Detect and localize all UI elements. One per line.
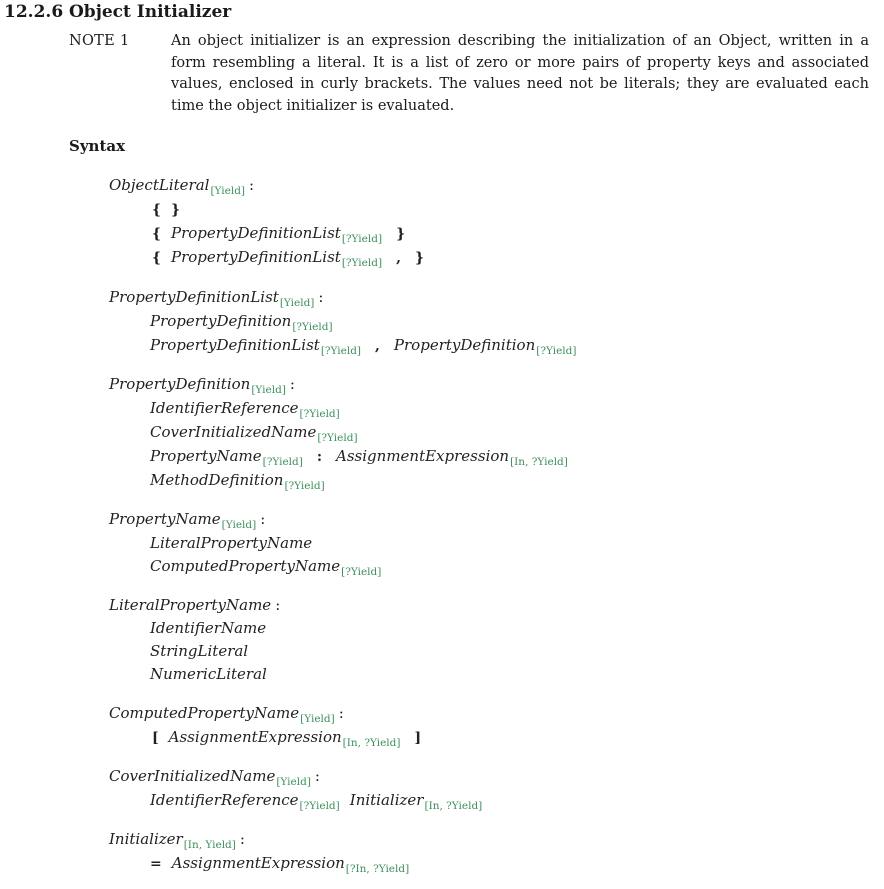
token-lbrace: { (152, 202, 162, 218)
token-rbrace: } (414, 250, 424, 266)
grammar-parameter: [Yield] (221, 519, 257, 531)
nonterminal: CoverInitializedName (109, 767, 276, 785)
nonterminal: Initializer (349, 791, 424, 809)
nonterminal: AssignmentExpression (336, 447, 510, 465)
production-colon: : (249, 176, 255, 194)
production-lhs-property-definition-list (109, 288, 324, 309)
production-colon: : (275, 596, 281, 614)
section-number: 12.2.6 (4, 2, 64, 22)
production-lhs-initializer (109, 830, 245, 851)
note-text: An object initializer is an expression describing the initialization of an Object, written in a form resembling a literal. It is a list of zero or more pairs of property keys and associated values, enclosed in curly brackets. The values need not be literals; they are evaluated each time the object initializer is evaluated. (171, 33, 869, 114)
nonterminal: AssignmentExpression (168, 728, 342, 746)
production-colon: : (314, 767, 320, 785)
grammar-parameter: [?Yield] (262, 456, 303, 468)
grammar-parameter: [Yield] (279, 297, 315, 309)
token-rbrace: } (396, 226, 406, 242)
grammar-parameter: [In, Yield] (183, 839, 236, 851)
nonterminal: IdentifierName (150, 619, 267, 637)
production-lhs-object-literal (109, 176, 255, 197)
nonterminal: MethodDefinition (150, 471, 284, 489)
production-lhs-computed-property-name (109, 704, 344, 725)
note-label: NOTE 1 (69, 33, 130, 49)
grammar-parameter: [?In, ?Yield] (345, 863, 410, 875)
nonterminal: ComputedPropertyName (150, 557, 341, 575)
grammar-parameter: [Yield] (300, 713, 335, 725)
nonterminal: LiteralPropertyName (109, 596, 272, 614)
nonterminal: ComputedPropertyName (109, 704, 300, 722)
production-rhs (150, 534, 312, 552)
production-lhs-cover-initialized-name (109, 767, 320, 788)
production-rhs (150, 619, 266, 637)
nonterminal: PropertyName (150, 447, 262, 465)
grammar-parameter: [?Yield] (341, 257, 383, 269)
nonterminal: LiteralPropertyName (150, 534, 313, 552)
token-rbrace: } (171, 202, 181, 218)
production-rhs (152, 200, 180, 218)
grammar-parameter: [?Yield] (341, 233, 383, 245)
production-rhs (152, 728, 422, 749)
production-colon: : (239, 830, 245, 848)
nonterminal: Initializer (109, 830, 183, 848)
production-lhs-property-name (109, 510, 266, 531)
production-rhs (150, 471, 325, 492)
production-rhs (150, 854, 410, 875)
grammar-parameter: [?Yield] (284, 480, 325, 492)
nonterminal: PropertyDefinitionList (171, 248, 341, 266)
token-lbrace: { (152, 226, 162, 242)
production-rhs (150, 557, 382, 578)
production-colon: : (260, 510, 266, 528)
production-colon: : (338, 704, 344, 722)
production-rhs (150, 399, 340, 420)
grammar-parameter: [?Yield] (536, 345, 577, 357)
grammar-parameter: [Yield] (210, 185, 246, 197)
nonterminal: CoverInitializedName (150, 423, 317, 441)
grammar-parameter: [?Yield] (320, 345, 362, 357)
token-lbracket: [ (152, 730, 159, 746)
grammar-parameter: [In, ?Yield] (424, 800, 483, 812)
nonterminal: PropertyDefinitionList (171, 224, 341, 242)
grammar-parameter: [Yield] (276, 776, 311, 788)
grammar-parameter: [?Yield] (341, 566, 382, 578)
production-rhs (152, 248, 424, 269)
nonterminal: IdentifierReference (150, 791, 299, 809)
token-comma: , (396, 250, 401, 266)
token-comma: , (375, 338, 380, 354)
production-rhs (152, 224, 406, 245)
grammar-parameter: [?Yield] (299, 800, 340, 812)
grammar-parameter: [?Yield] (299, 408, 340, 420)
nonterminal: PropertyName (109, 510, 221, 528)
production-lhs-property-definition (109, 375, 295, 396)
nonterminal: NumericLiteral (150, 665, 267, 683)
nonterminal: StringLiteral (150, 642, 249, 660)
token-equals: = (150, 856, 162, 872)
token-rbracket: ] (414, 730, 422, 746)
grammar-parameter: [?Yield] (292, 321, 333, 333)
production-rhs (150, 447, 568, 468)
grammar-parameter: [?Yield] (317, 432, 358, 444)
production-colon: : (289, 375, 295, 393)
nonterminal: PropertyDefinition (150, 312, 292, 330)
production-lhs-literal-property-name (109, 596, 280, 614)
production-rhs (150, 312, 333, 333)
nonterminal: PropertyDefinition (393, 336, 536, 354)
nonterminal: PropertyDefinitionList (109, 288, 279, 306)
production-rhs (150, 336, 577, 357)
nonterminal: ObjectLiteral (109, 176, 210, 194)
section-title: Object Initializer (69, 2, 232, 22)
grammar-parameter: [In, ?Yield] (510, 456, 568, 468)
production-rhs (150, 423, 358, 444)
token-colon: : (316, 449, 323, 465)
grammar-parameter: [In, ?Yield] (342, 737, 401, 749)
production-colon: : (318, 288, 324, 306)
nonterminal: PropertyDefinition (109, 375, 251, 393)
syntax-heading: Syntax (69, 137, 126, 155)
production-rhs (150, 642, 248, 660)
token-lbrace: { (152, 250, 162, 266)
grammar-parameter: [Yield] (251, 384, 286, 396)
nonterminal: AssignmentExpression (171, 854, 345, 872)
production-rhs (150, 665, 267, 683)
production-rhs (150, 791, 483, 812)
nonterminal: PropertyDefinitionList (150, 336, 320, 354)
nonterminal: IdentifierReference (150, 399, 299, 417)
